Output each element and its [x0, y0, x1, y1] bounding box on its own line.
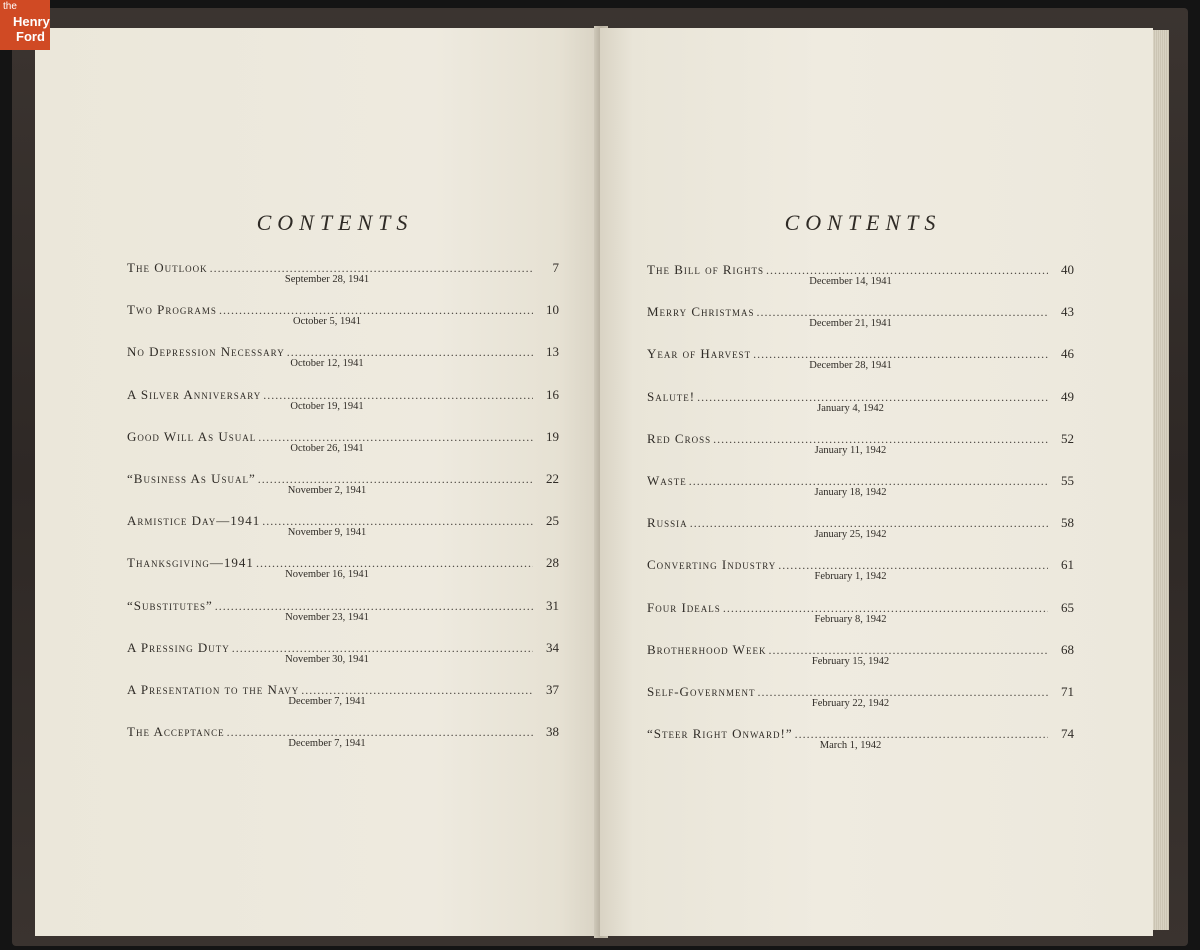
entry-page-number: 31 — [546, 597, 559, 613]
contents-entry — [127, 302, 559, 344]
entry-date: November 23, 1941 — [285, 611, 369, 623]
entry-title: “Substitutes” — [127, 597, 213, 613]
entry-date: January 11, 1942 — [814, 444, 887, 456]
entry-date: January 4, 1942 — [817, 402, 884, 414]
entry-title: “Steer Right Onward!” — [647, 726, 793, 742]
dot-leader — [757, 305, 1049, 320]
dot-leader — [227, 725, 533, 740]
logo-text-the: the — [3, 1, 17, 12]
entry-title: Four Ideals — [647, 599, 721, 615]
entry-page-number: 61 — [1061, 557, 1074, 573]
entry-title: Armistice Day—1941 — [127, 513, 261, 529]
entry-title: Merry Christmas — [647, 304, 755, 320]
entry-page-number: 10 — [546, 302, 559, 318]
entry-page-number: 37 — [546, 681, 559, 697]
entry-date: December 21, 1941 — [809, 318, 892, 330]
contents-entry — [127, 724, 559, 766]
entry-title: Self-Government — [647, 683, 756, 699]
contents-entry — [647, 431, 1074, 473]
entry-title: “Business As Usual” — [127, 470, 256, 486]
contents-entry — [647, 642, 1074, 684]
dot-leader — [753, 347, 1048, 362]
entry-page-number: 65 — [1061, 599, 1074, 615]
entry-title: No Depression Necessary — [127, 344, 285, 360]
dot-leader — [215, 599, 533, 614]
entry-page-number: 7 — [552, 260, 559, 275]
entry-date: November 9, 1941 — [287, 527, 367, 539]
entry-date: October 5, 1941 — [293, 316, 361, 328]
entry-page-number: 25 — [546, 513, 559, 529]
contents-entry — [127, 682, 559, 724]
entry-title: Two Programs — [127, 302, 217, 318]
entry-title: Year of Harvest — [647, 346, 752, 362]
entry-title: The Outlook — [127, 260, 208, 275]
entry-date: October 19, 1941 — [290, 400, 364, 412]
contents-entry — [647, 600, 1074, 642]
book-cover — [12, 8, 1188, 946]
entry-title: The Acceptance — [127, 724, 225, 740]
entry-page-number: 71 — [1061, 683, 1074, 699]
entry-page-number: 19 — [546, 428, 559, 444]
entry-date: October 12, 1941 — [290, 358, 364, 370]
contents-entry — [647, 304, 1074, 346]
contents-entry — [647, 684, 1074, 726]
contents-entry — [127, 260, 559, 302]
contents-entry — [127, 598, 559, 640]
entry-title: The Bill of Rights — [647, 262, 765, 277]
entry-date: November 30, 1941 — [285, 653, 369, 665]
entry-date: February 22, 1942 — [811, 697, 890, 709]
entry-page-number: 38 — [546, 724, 559, 740]
contents-entry — [127, 513, 559, 555]
left-contents-list — [127, 260, 559, 766]
entry-date: November 2, 1941 — [287, 484, 367, 496]
henry-ford-logo — [0, 0, 50, 50]
contents-entry — [647, 515, 1074, 557]
contents-entry — [647, 389, 1074, 431]
entry-page-number: 68 — [1061, 641, 1074, 657]
dot-leader — [757, 685, 1048, 700]
entry-title: Good Will As Usual — [127, 428, 257, 444]
dot-leader — [210, 261, 533, 276]
entry-date: December 7, 1941 — [288, 738, 366, 750]
contents-entry — [647, 262, 1074, 304]
entry-page-number: 16 — [546, 386, 559, 402]
entry-title: Waste — [647, 472, 687, 488]
entry-page-number: 13 — [546, 344, 559, 360]
dot-leader — [219, 303, 533, 318]
entry-page-number: 49 — [1061, 388, 1074, 404]
entry-page-number: 58 — [1061, 515, 1074, 531]
entry-title: Thanksgiving—1941 — [127, 555, 254, 571]
entry-page-number: 40 — [1061, 262, 1074, 277]
left-page — [35, 28, 605, 936]
entry-title: Salute! — [647, 388, 696, 404]
entry-title: A Silver Anniversary — [127, 386, 262, 402]
entry-date: February 1, 1942 — [814, 571, 887, 583]
right-page — [600, 28, 1153, 936]
entry-page-number: 46 — [1061, 346, 1074, 362]
contents-entry — [127, 387, 559, 429]
entry-date: September 28, 1941 — [284, 274, 370, 285]
right-page-heading: CONTENTS — [784, 210, 942, 235]
entry-date: January 18, 1942 — [814, 486, 887, 498]
entry-title: Brotherhood Week — [647, 641, 767, 657]
entry-date: December 28, 1941 — [809, 360, 892, 372]
entry-date: December 14, 1941 — [809, 276, 892, 287]
entry-title: Red Cross — [647, 430, 712, 446]
logo-text-henry: Henry — [13, 14, 50, 29]
entry-page-number: 34 — [546, 639, 559, 655]
entry-title: Russia — [647, 515, 688, 531]
entry-date: February 8, 1942 — [814, 613, 887, 625]
page-edges — [1153, 30, 1169, 930]
entry-page-number: 43 — [1061, 304, 1074, 320]
dot-leader — [768, 643, 1048, 658]
entry-page-number: 52 — [1061, 430, 1074, 446]
entry-page-number: 55 — [1061, 472, 1074, 488]
contents-entry — [647, 346, 1074, 388]
entry-date: December 7, 1941 — [288, 695, 366, 707]
entry-date: March 1, 1942 — [819, 740, 882, 752]
entry-date: November 16, 1941 — [285, 569, 369, 581]
contents-entry — [127, 471, 559, 513]
entry-title: Converting Industry — [647, 557, 777, 573]
entry-date: February 15, 1942 — [811, 655, 890, 667]
entry-date: January 25, 1942 — [814, 529, 887, 541]
entry-title: A Presentation to the Navy — [127, 681, 300, 697]
contents-entry — [127, 429, 559, 471]
left-page-heading: CONTENTS — [256, 210, 414, 235]
right-contents-list — [647, 262, 1074, 768]
contents-entry — [647, 726, 1074, 768]
entry-page-number: 28 — [546, 555, 559, 571]
entry-page-number: 22 — [546, 470, 559, 486]
contents-entry — [127, 555, 559, 597]
entry-title: A Pressing Duty — [127, 639, 230, 655]
contents-entry — [127, 344, 559, 386]
contents-entry — [647, 473, 1074, 515]
dot-leader — [232, 641, 533, 656]
contents-entry — [647, 557, 1074, 599]
entry-date: October 26, 1941 — [290, 442, 364, 454]
contents-entry — [127, 640, 559, 682]
logo-text-ford: Ford — [16, 29, 45, 44]
entry-page-number: 74 — [1061, 726, 1074, 742]
